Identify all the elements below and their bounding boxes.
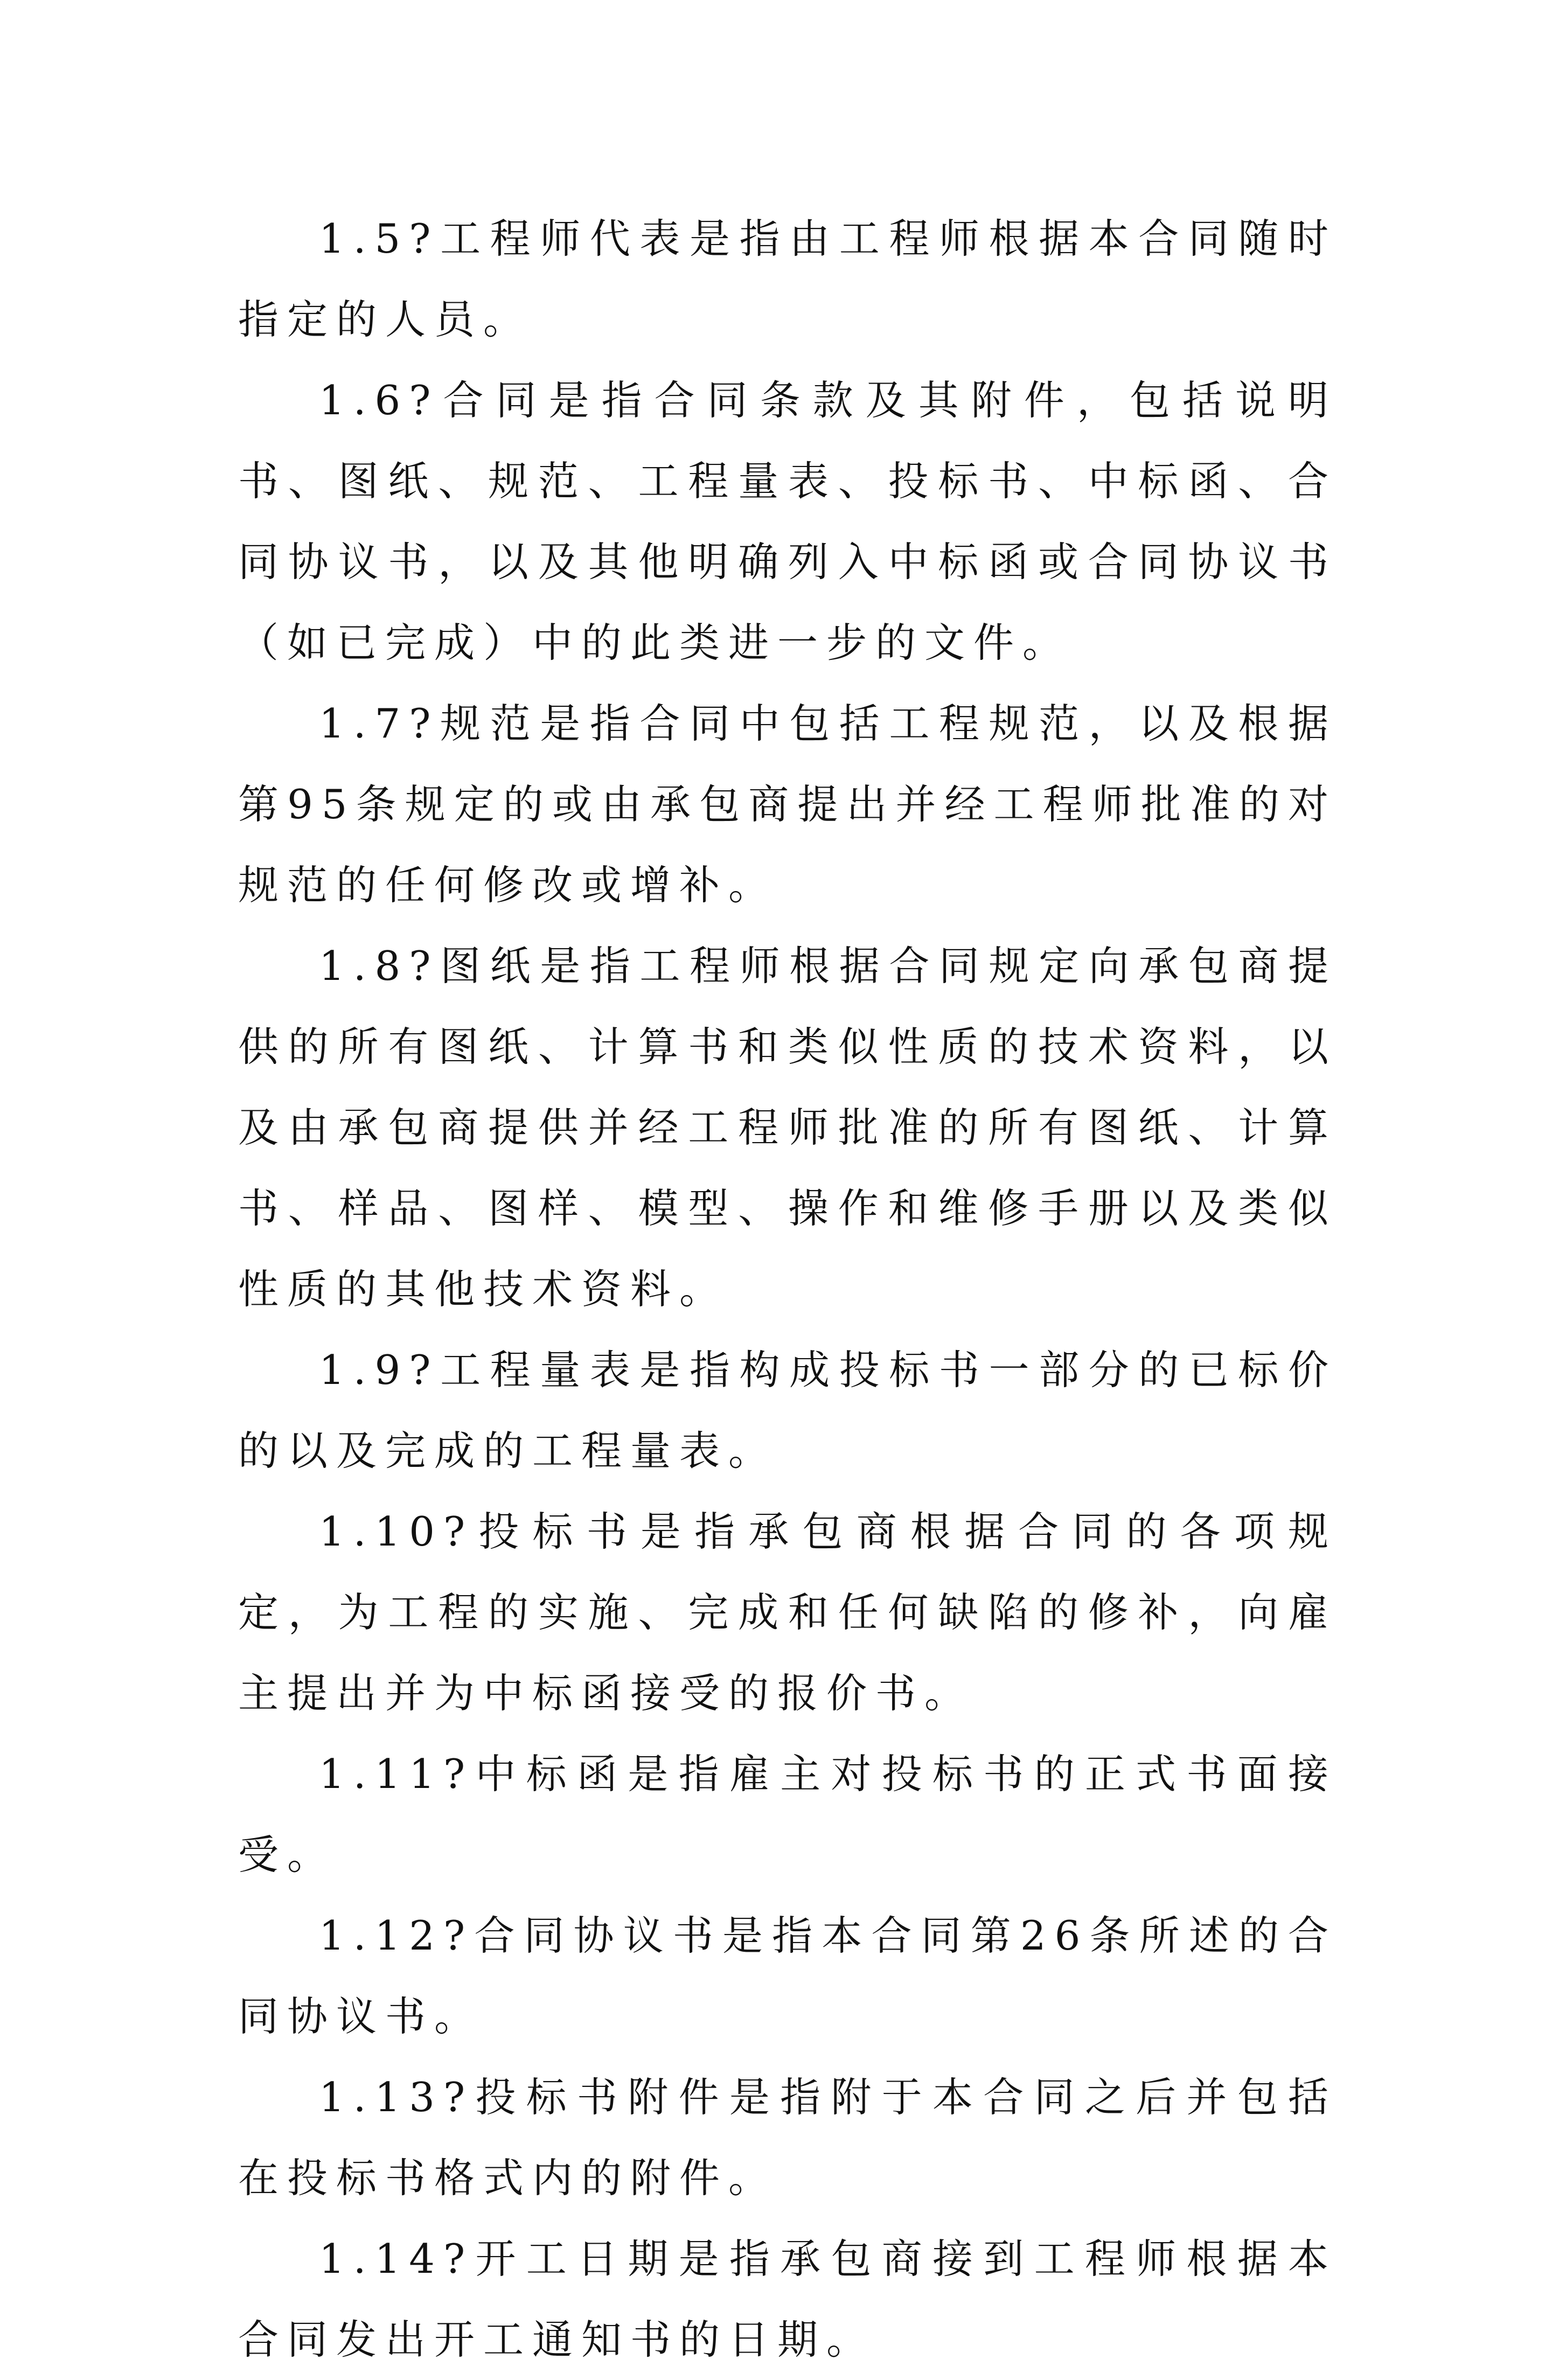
- paragraph-1-14: 1.14?开工日期是指承包商接到工程师根据本合同发出开工通知书的日期。: [238, 2235, 1337, 2363]
- paragraph-1-9: 1.9?工程量表是指构成投标书一部分的已标价的以及完成的工程量表。: [238, 1346, 1337, 1474]
- paragraph-1-6: 1.6?合同是指合同条款及其附件，包括说明书、图纸、规范、工程量表、投标书、中标函、合同协议书，以及其他明确列入中标函或合同协议书（如已完成）中的此类进一步的文件。: [238, 377, 1337, 666]
- paragraph-1-12: 1.12?合同协议书是指本合同第26条所述的合同协议书。: [238, 1912, 1337, 2040]
- document-body: [238, 198, 1337, 2380]
- paragraph-1-11: 1.11?中标函是指雇主对投标书的正式书面接受。: [238, 1750, 1337, 1878]
- paragraph-1-7: 1.7?规范是指合同中包括工程规范，以及根据第95条规定的或由承包商提出并经工程师批准的对规范的任何修改或增补。: [238, 700, 1337, 909]
- paragraph-1-10: 1.10?投标书是指承包商根据合同的各项规定，为工程的实施、完成和任何缺陷的修补，向雇主提出并为中标函接受的报价书。: [238, 1508, 1337, 1717]
- paragraph-1-13: 1.13?投标书附件是指附于本合同之后并包括在投标书格式内的附件。: [238, 2073, 1337, 2202]
- paragraph-1-5: 1.5?工程师代表是指由工程师根据本合同随时指定的人员。: [238, 215, 1337, 343]
- paragraph-1-8: 1.8?图纸是指工程师根据合同规定向承包商提供的所有图纸、计算书和类似性质的技术资料，以及由承包商提供并经工程师批准的所有图纸、计算书、样品、图样、模型、操作和维修手册以及类似性质的其他技术资料。: [238, 942, 1337, 1313]
